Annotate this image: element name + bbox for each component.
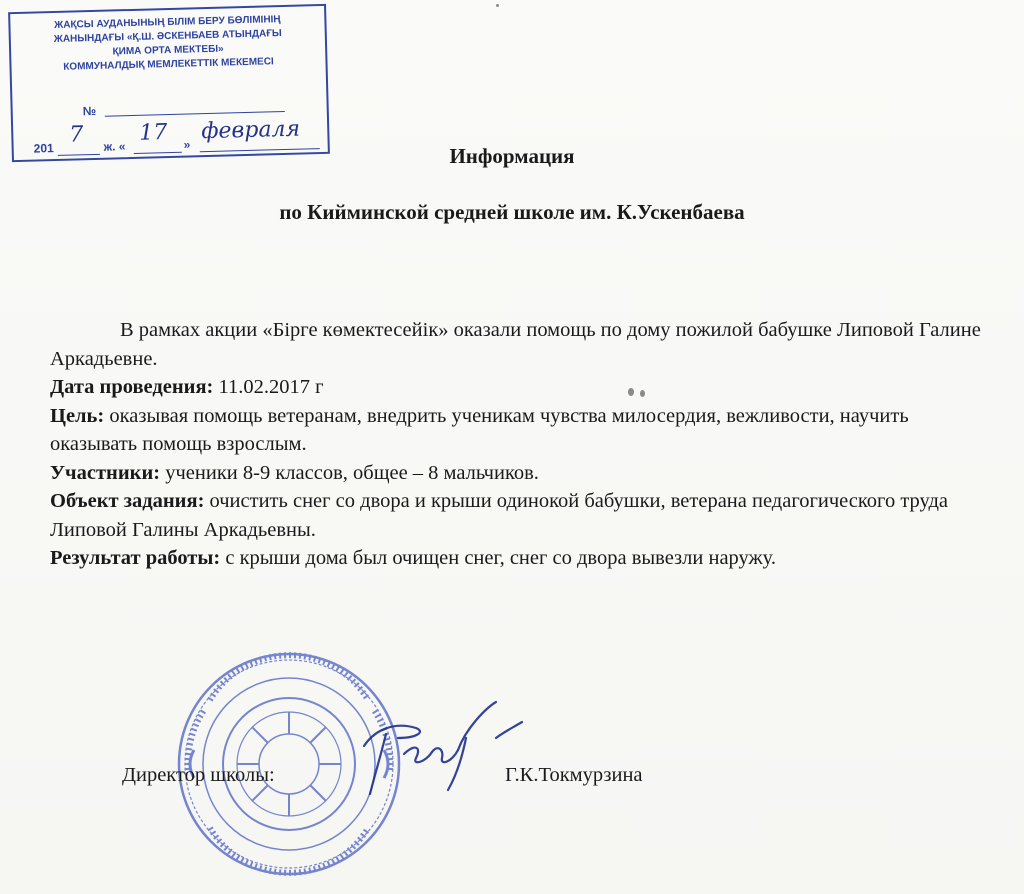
field-goal-label: Цель: <box>50 404 105 427</box>
field-date <box>50 373 1000 402</box>
stamp-line-4: КОММУНАЛДЫҚ МЕМЛЕКЕТТІК МЕКЕМЕСІ <box>63 56 274 73</box>
field-goal-value: оказывая помощь ветеранам, внедрить ученикам чувства милосердия, вежливости, научить оказывать помощь взрослым. <box>50 404 909 455</box>
stamp-date-row: 201 7 ж. « 17 » февраля <box>33 124 324 160</box>
field-object-label: Объект задания: <box>50 490 205 512</box>
stamp-month: февраля <box>200 116 301 145</box>
field-goal <box>50 402 1000 459</box>
registration-stamp <box>8 4 330 162</box>
field-date-label: Дата проведения: <box>50 376 214 398</box>
field-result-label: Результат работы: <box>50 547 221 569</box>
field-participants-value: ученики 8-9 классов, общее – 8 мальчиков. <box>160 461 539 484</box>
stamp-number-label: № <box>82 103 97 119</box>
ink-speck <box>628 388 634 396</box>
field-object-value: очистить снег со двора и крыши одинокой бабушки, ветерана педагогического труда Липовой Галины Аркадьевны. <box>50 490 948 541</box>
stamp-year-digit: 7 <box>69 122 84 148</box>
field-participants <box>50 459 1000 488</box>
stamp-line-2: ЖАНЫНДАҒЫ «Қ.Ш. ӘСКЕНБАЕВ АТЫНДАҒЫ <box>53 28 282 45</box>
director-role-label: Директор школы: <box>122 764 275 786</box>
stamp-number-line <box>105 111 285 117</box>
stamp-line-1: ЖАҚСЫ АУДАНЫНЫҢ БІЛІМ БЕРУ БӨЛІМІНІҢ <box>54 14 281 31</box>
intro-paragraph: В рамках акции «Бірге көмектесейік» оказали помощь по дому пожилой бабушке Липовой Галине Аркадьевне. <box>50 319 981 370</box>
director-name: Г.К.Токмурзина <box>505 764 643 786</box>
document-subtitle: по Кийминской средней школе им. К.Ускенбаева <box>279 200 745 224</box>
stamp-year-prefix: 201 <box>33 141 54 156</box>
signature-row <box>0 764 1024 794</box>
field-participants-label: Участники: <box>50 461 161 484</box>
stamp-line-3: ҚИМА ОРТА МЕКТЕБІ» <box>112 43 224 58</box>
field-object <box>50 487 1000 544</box>
document-title: Информация <box>449 144 575 168</box>
ink-speck <box>496 4 499 7</box>
document-body <box>50 316 1000 573</box>
ink-speck <box>640 390 645 397</box>
stamp-day: 17 <box>138 120 168 146</box>
field-date-value: 11.02.2017 г <box>213 376 324 398</box>
field-result <box>50 544 1000 573</box>
field-result-value: с крыши дома был очищен снег, снег со двора вывезли наружу. <box>220 547 777 569</box>
stamp-zh-label: ж. « <box>103 139 126 154</box>
registration-stamp-text <box>10 6 326 76</box>
